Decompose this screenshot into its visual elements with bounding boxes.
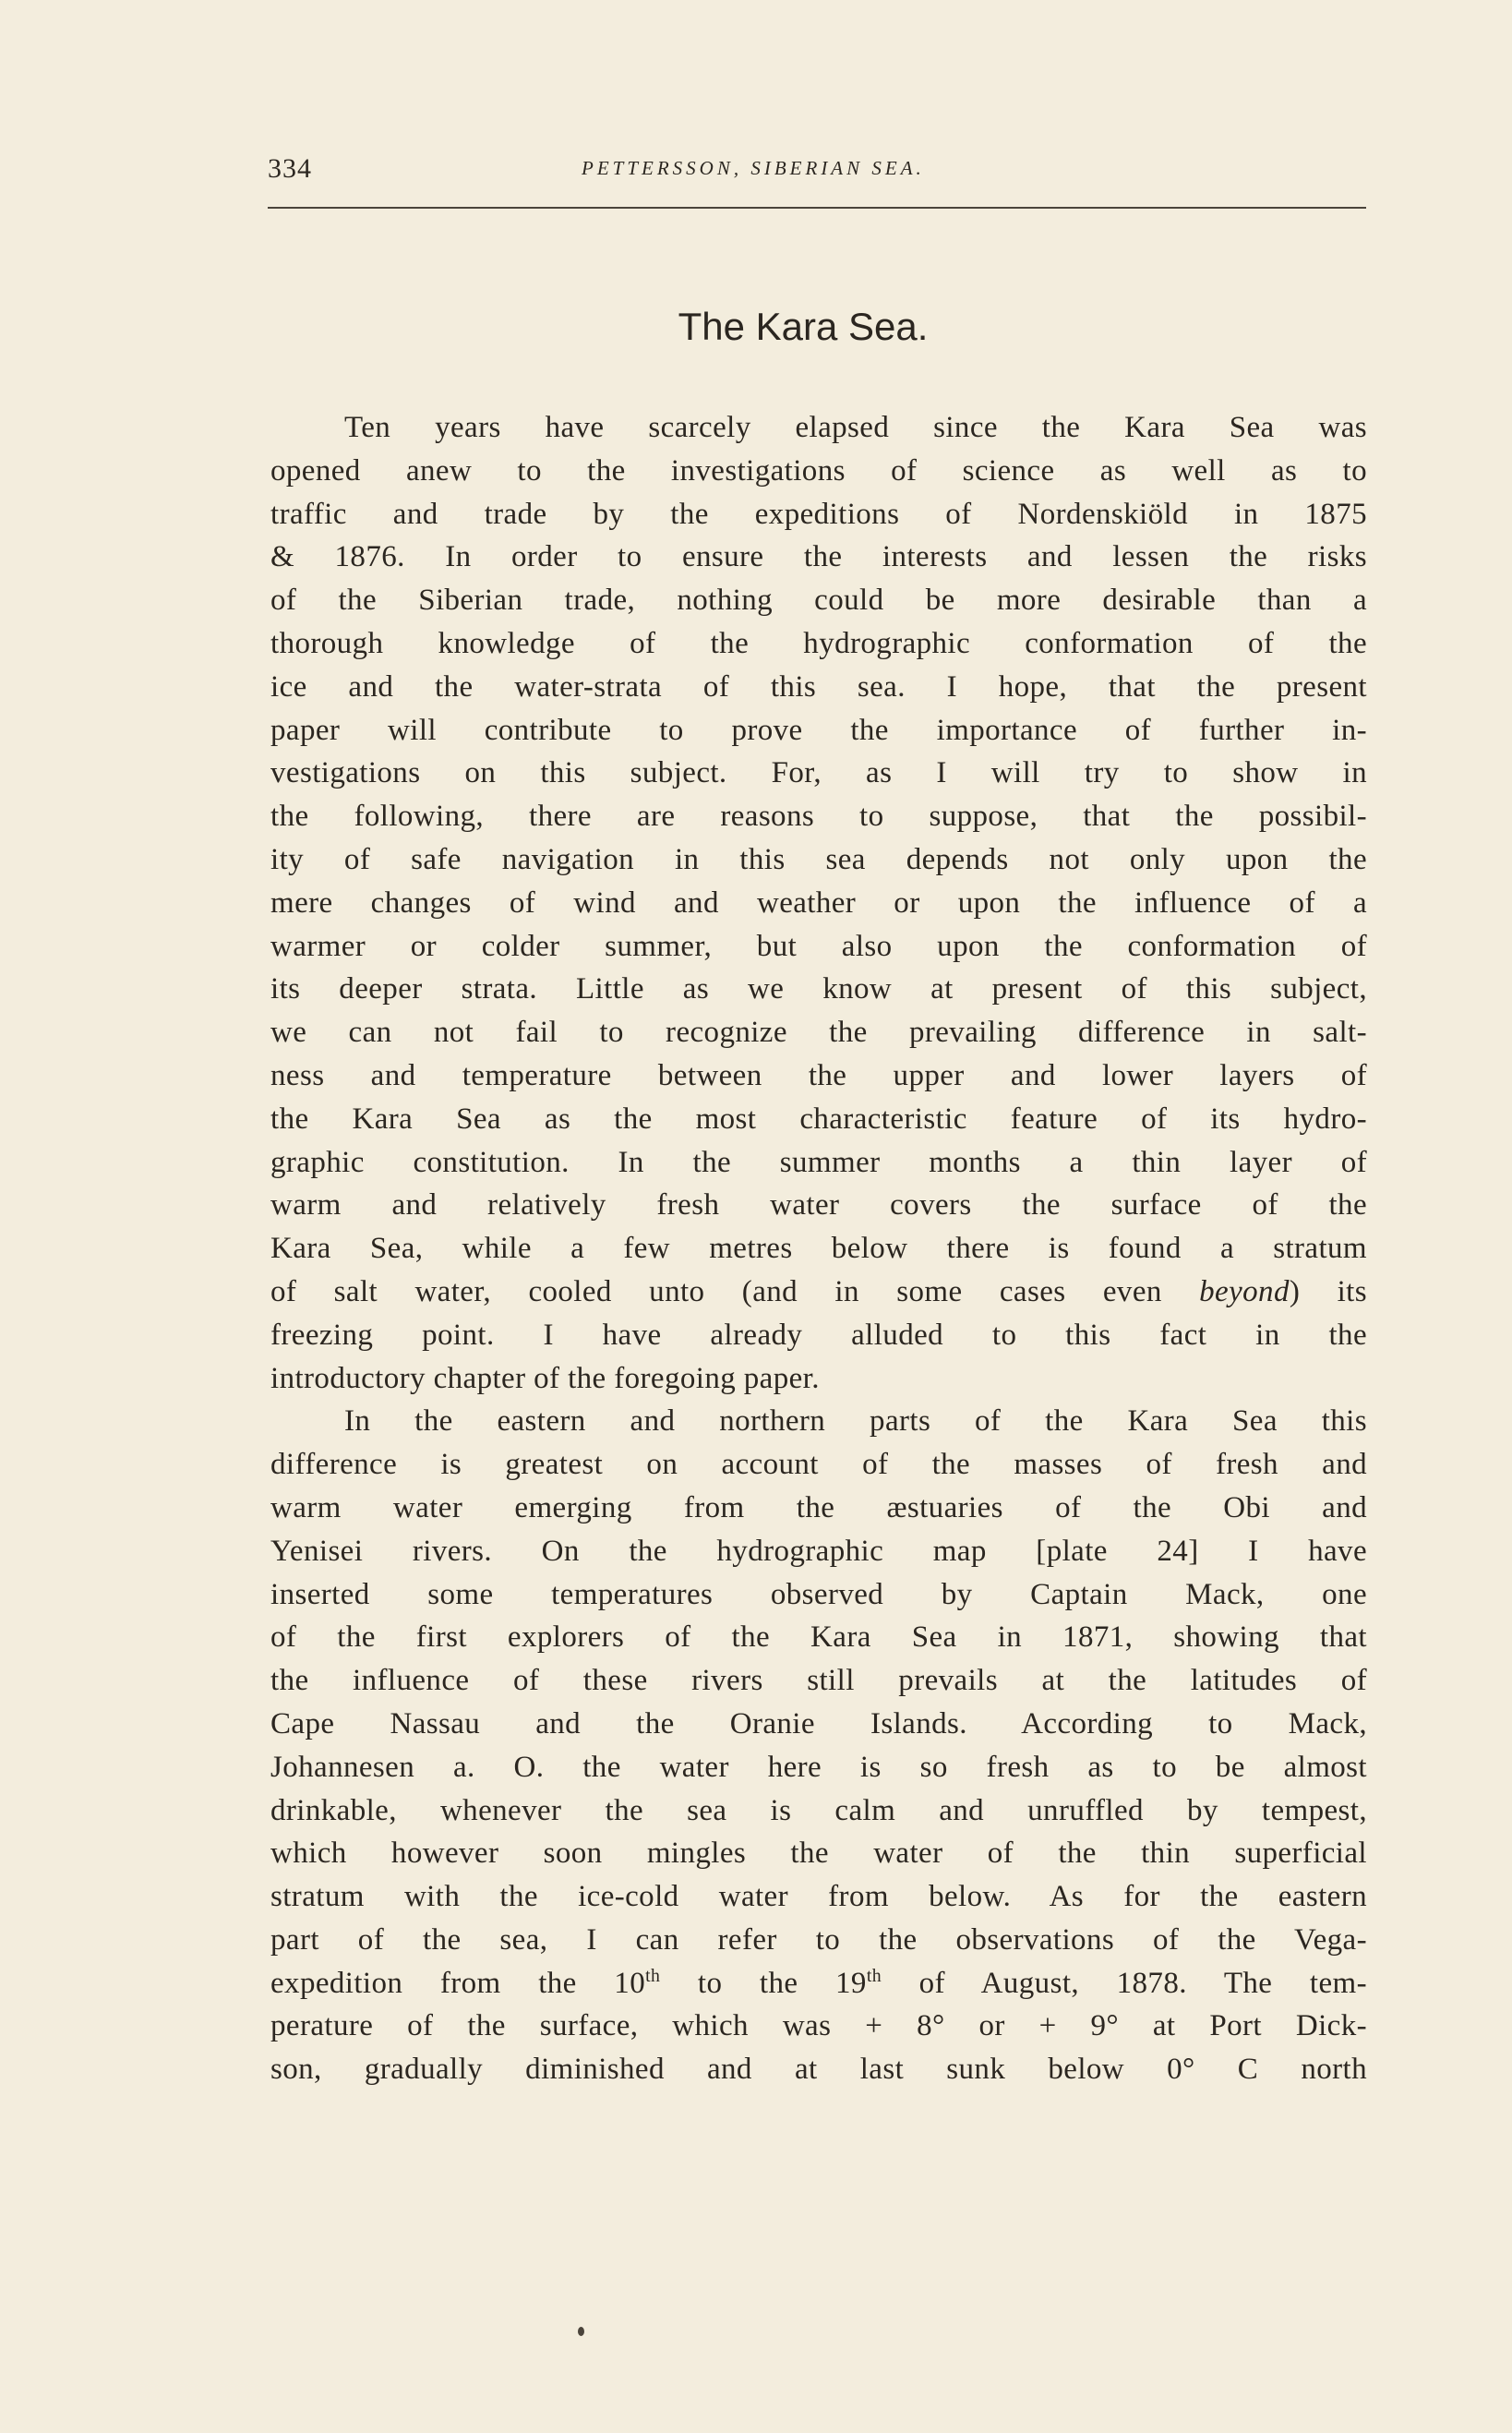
body-line: introductory chapter of the foregoing paper. <box>270 1361 820 1395</box>
body-line: of the first explorers of the Kara Sea in 1871, showing that <box>270 1620 1367 1655</box>
body-line: freezing point. I have already alluded to this fact in the <box>270 1318 1367 1352</box>
body-line: which however soon mingles the water of the thin superficial <box>270 1837 1367 1871</box>
body-line: mere changes of wind and weather or upon the influence of a <box>270 885 1367 920</box>
page-mark <box>578 2327 584 2336</box>
article-title: The Kara Sea. <box>678 305 929 348</box>
body-line: warm and relatively fresh water covers the surface of the <box>270 1188 1367 1223</box>
body-line-part: of August, 1878. The tem- <box>882 1966 1367 2000</box>
body-line <box>270 1271 1367 1314</box>
body-line <box>270 1962 1367 2005</box>
body-line: part of the sea, I can refer to the observations of the Vega- <box>270 1922 1367 1957</box>
body-line-part: expedition from the 10 <box>270 1966 646 2000</box>
body-line: perature of the surface, which was + 8° or + 9° at Port Dick- <box>270 2009 1367 2043</box>
body-line: the influence of these rivers still prevails at the latitudes of <box>270 1664 1367 1698</box>
body-line: son, gradually diminished and at last sunk below 0° C north <box>270 2053 1367 2087</box>
body-line: its deeper strata. Little as we know at present of this subject, <box>270 972 1367 1006</box>
body-line: ice and the water-strata of this sea. I hope, that the present <box>270 669 1367 704</box>
body-line: opened anew to the investigations of science as well as to <box>270 453 1367 488</box>
body-line: ity of safe navigation in this sea depends not only upon the <box>270 842 1367 876</box>
body-line: ness and temperature between the upper and lower layers of <box>270 1058 1367 1092</box>
body-line: Cape Nassau and the Oranie Islands. According to Mack, <box>270 1706 1367 1740</box>
body-line: thorough knowledge of the hydrographic conformation of the <box>270 626 1367 660</box>
italic-term: beyond <box>1199 1274 1290 1308</box>
body-line: paper will contribute to prove the importance of further in- <box>270 713 1367 747</box>
body-line: traffic and trade by the expeditions of Nordenskiöld in 1875 <box>270 497 1367 531</box>
body-line: of the Siberian trade, nothing could be more desirable than a <box>270 584 1367 618</box>
page-header <box>268 153 1366 190</box>
body-line-part: to the 19 <box>660 1966 867 2000</box>
superscript: th <box>645 1965 661 1986</box>
body-line: difference is greatest on account of the masses of fresh and <box>270 1448 1367 1482</box>
body-line: drinkable, whenever the sea is calm and unruffled by tempest, <box>270 1793 1367 1827</box>
body-line: we can not fail to recognize the prevailing difference in salt- <box>270 1016 1367 1050</box>
body-line: warm water emerging from the æstuaries of the Obi and <box>270 1490 1367 1524</box>
body-line-part: ) its <box>1289 1274 1367 1308</box>
body-line: In the eastern and northern parts of the Kara Sea this <box>344 1404 1367 1439</box>
page-number: 334 <box>268 153 312 184</box>
body-line: graphic constitution. In the summer months a thin layer of <box>270 1145 1367 1179</box>
body-line: & 1876. In order to ensure the interests and lessen the risks <box>270 540 1367 574</box>
body-line: the Kara Sea as the most characteristic feature of its hydro- <box>270 1102 1367 1136</box>
body-line: Johannesen a. O. the water here is so fresh as to be almost <box>270 1750 1367 1784</box>
running-head: PETTERSSON, SIBERIAN SEA. <box>582 157 925 179</box>
body-line-part: of salt water, cooled unto (and in some cases even <box>270 1274 1162 1308</box>
body-line: the following, there are reasons to suppose, that the possibil- <box>270 800 1367 834</box>
body-line: warmer or colder summer, but also upon the conformation of <box>270 929 1367 963</box>
body-line: stratum with the ice-cold water from below. As for the eastern <box>270 1880 1367 1914</box>
body-line: inserted some temperatures observed by Captain Mack, one <box>270 1577 1367 1611</box>
header-rule <box>268 207 1366 209</box>
body-line: Yenisei rivers. On the hydrographic map [plate 24] I have <box>270 1534 1367 1568</box>
superscript: th <box>866 1965 882 1986</box>
body-line: Ten years have scarcely elapsed since the Kara Sea was <box>344 411 1367 444</box>
body-line: Kara Sea, while a few metres below there is found a stratum <box>270 1232 1367 1266</box>
article-body <box>270 406 1367 2091</box>
body-line: vestigations on this subject. For, as I will try to show in <box>270 756 1367 790</box>
